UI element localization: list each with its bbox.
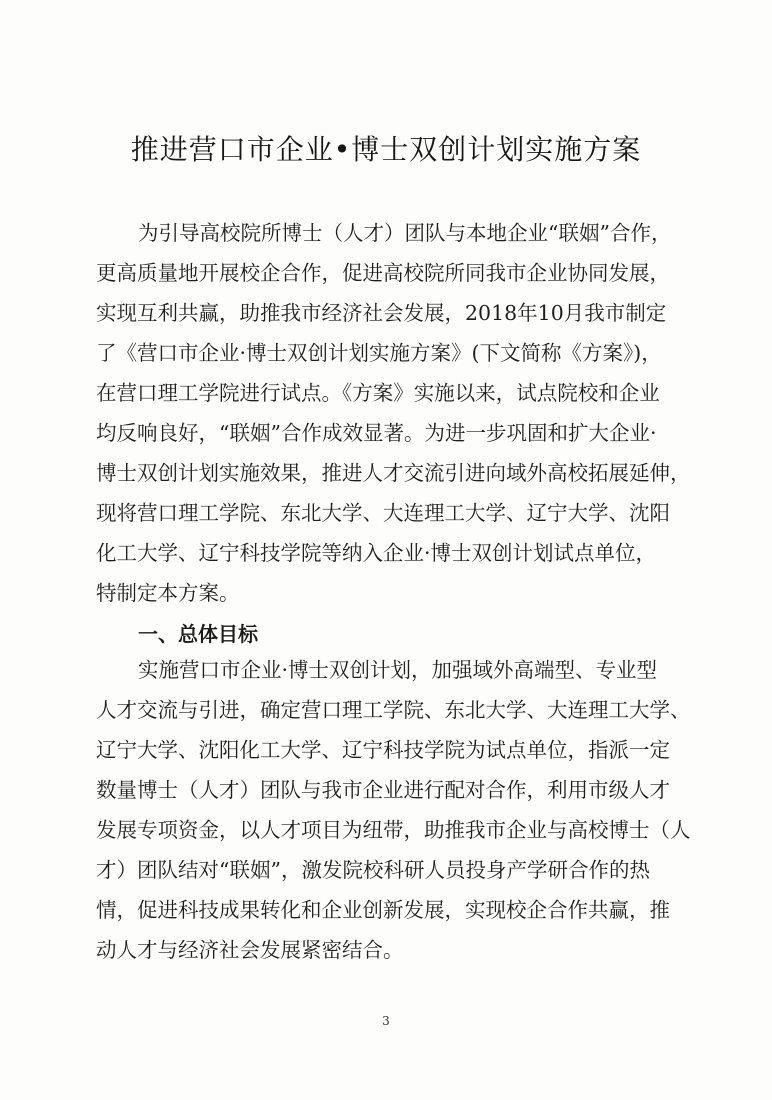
paragraph-line: 动人才与经济社会发展紧密结合。 <box>96 938 404 962</box>
paragraph-line: 情，促进科技成果转化和企业创新发展，实现校企合作共赢，推 <box>96 898 670 922</box>
paragraph-line: 了《营口市企业·博士双创计划实施方案》(下文简称《方案》)， <box>96 341 662 365</box>
paragraph-line: 才）团队结对“联姻”，激发院校科研人员投身产学研合作的热 <box>96 858 650 882</box>
paragraph-line: 数量博士（人才）团队与我市企业进行配对合作，利用市级人才 <box>96 778 670 802</box>
paragraph-line: 辽宁大学、沈阳化工大学、辽宁科技学院为试点单位，指派一定 <box>96 738 670 762</box>
paragraph-line: 为引导高校院所博士（人才）团队与本地企业“联姻”合作， <box>138 221 672 245</box>
paragraph-line: 实现互利共赢，助推我市经济社会发展，2018年10月我市制定 <box>96 301 667 325</box>
paragraph-line: 特制定本方案。 <box>96 581 240 605</box>
paragraph-line: 实施营口市企业·博士双创计划，加强域外高端型、专业型 <box>138 658 658 682</box>
page-number: 3 <box>382 1014 390 1028</box>
paragraph-line: 更高质量地开展校企合作，促进高校院所同我市企业协同发展， <box>96 261 670 285</box>
paragraph-line: 化工大学、辽宁科技学院等纳入企业·博士双创计划试点单位， <box>96 541 657 565</box>
section-paragraph <box>96 650 696 970</box>
section-heading-overall-goal: 一、总体目标 <box>138 622 258 646</box>
document-title: 推进营口市企业•博士双创计划实施方案 <box>130 133 642 166</box>
paragraph-line: 博士双创计划实施效果，推进人才交流引进向域外高校拓展延伸， <box>96 461 691 485</box>
paragraph-line: 发展专项资金，以人才项目为纽带，助推我市企业与高校博士（人 <box>96 818 691 842</box>
paragraph-line: 人才交流与引进，确定营口理工学院、东北大学、大连理工大学、 <box>96 698 691 722</box>
paragraph-line: 在营口理工学院进行试点。《方案》实施以来，试点院校和企业 <box>96 381 660 405</box>
paragraph-line: 均反响良好，“联姻”合作成效显著。为进一步巩固和扩大企业· <box>96 421 657 445</box>
paragraph-line: 现将营口理工学院、东北大学、大连理工大学、辽宁大学、沈阳 <box>96 501 670 525</box>
intro-paragraph <box>96 213 696 613</box>
